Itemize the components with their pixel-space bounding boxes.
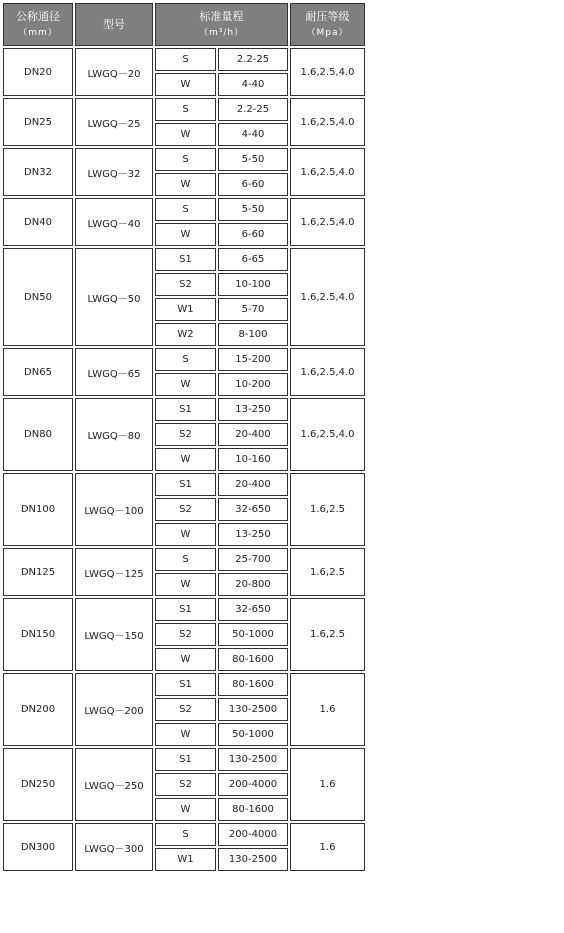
cell-flow-range: 4-40 [218, 123, 288, 146]
cell-flow-range: 15-200 [218, 348, 288, 371]
cell-nominal-diameter: DN250 [3, 748, 73, 821]
header-model [75, 3, 153, 46]
table-row [3, 598, 365, 621]
cell-flow-range: 10-100 [218, 273, 288, 296]
cell-flow-range: 50-1000 [218, 623, 288, 646]
header-diameter-label: 公称通径 [16, 9, 60, 23]
cell-nominal-diameter: DN200 [3, 673, 73, 746]
cell-range-type: W [155, 373, 216, 396]
cell-range-type: S [155, 98, 216, 121]
table-row [3, 473, 365, 496]
cell-flow-range: 13-250 [218, 523, 288, 546]
cell-flow-range: 8-100 [218, 323, 288, 346]
cell-model: LWGQ－40 [75, 198, 153, 246]
cell-flow-range: 6-65 [218, 248, 288, 271]
cell-range-type: S1 [155, 473, 216, 496]
table-row [3, 48, 365, 71]
cell-flow-range: 13-250 [218, 398, 288, 421]
cell-flow-range: 5-50 [218, 148, 288, 171]
cell-range-type: W1 [155, 298, 216, 321]
cell-range-type: S [155, 348, 216, 371]
cell-pressure-rating: 1.6,2.5 [290, 598, 365, 671]
cell-range-type: W [155, 123, 216, 146]
cell-model: LWGQ－250 [75, 748, 153, 821]
table-row [3, 148, 365, 171]
cell-range-type: W [155, 448, 216, 471]
cell-nominal-diameter: DN32 [3, 148, 73, 196]
header-pressure-label: 耐压等级 [305, 9, 350, 23]
cell-pressure-rating: 1.6,2.5,4.0 [290, 148, 365, 196]
cell-model: LWGQ－50 [75, 248, 153, 346]
table-row [3, 748, 365, 771]
cell-range-type: S [155, 48, 216, 71]
cell-range-type: W [155, 573, 216, 596]
table-row [3, 198, 365, 221]
header-row [3, 3, 365, 46]
cell-flow-range: 20-800 [218, 573, 288, 596]
cell-nominal-diameter: DN40 [3, 198, 73, 246]
header-range-unit: （m³/h） [198, 27, 245, 38]
cell-flow-range: 6-60 [218, 223, 288, 246]
cell-flow-range: 50-1000 [218, 723, 288, 746]
cell-pressure-rating: 1.6,2.5,4.0 [290, 348, 365, 396]
cell-range-type: W [155, 173, 216, 196]
cell-range-type: S2 [155, 498, 216, 521]
cell-model: LWGQ－65 [75, 348, 153, 396]
cell-flow-range: 25-700 [218, 548, 288, 571]
cell-model: LWGQ－200 [75, 673, 153, 746]
table-row [3, 398, 365, 421]
cell-range-type: S2 [155, 773, 216, 796]
cell-flow-range: 5-70 [218, 298, 288, 321]
table-row [3, 548, 365, 571]
cell-nominal-diameter: DN150 [3, 598, 73, 671]
cell-range-type: S1 [155, 598, 216, 621]
cell-flow-range: 130-2500 [218, 848, 288, 871]
cell-nominal-diameter: DN65 [3, 348, 73, 396]
table-row [3, 248, 365, 271]
cell-pressure-rating: 1.6,2.5,4.0 [290, 248, 365, 346]
table-row [3, 673, 365, 696]
cell-nominal-diameter: DN100 [3, 473, 73, 546]
cell-pressure-rating: 1.6,2.5,4.0 [290, 48, 365, 96]
header-pressure [290, 3, 365, 46]
cell-flow-range: 130-2500 [218, 698, 288, 721]
table-row [3, 823, 365, 846]
cell-flow-range: 10-160 [218, 448, 288, 471]
cell-flow-range: 10-200 [218, 373, 288, 396]
cell-range-type: S [155, 148, 216, 171]
cell-pressure-rating: 1.6 [290, 823, 365, 871]
cell-range-type: S [155, 548, 216, 571]
cell-flow-range: 80-1600 [218, 673, 288, 696]
cell-flow-range: 4-40 [218, 73, 288, 96]
cell-nominal-diameter: DN50 [3, 248, 73, 346]
cell-flow-range: 200-4000 [218, 823, 288, 846]
cell-flow-range: 200-4000 [218, 773, 288, 796]
cell-pressure-rating: 1.6,2.5,4.0 [290, 98, 365, 146]
cell-flow-range: 6-60 [218, 173, 288, 196]
cell-range-type: W [155, 523, 216, 546]
cell-nominal-diameter: DN300 [3, 823, 73, 871]
cell-flow-range: 32-650 [218, 598, 288, 621]
cell-range-type: W [155, 73, 216, 96]
cell-flow-range: 20-400 [218, 473, 288, 496]
cell-range-type: S2 [155, 273, 216, 296]
cell-flow-range: 20-400 [218, 423, 288, 446]
cell-flow-range: 80-1600 [218, 798, 288, 821]
cell-nominal-diameter: DN25 [3, 98, 73, 146]
cell-model: LWGQ－100 [75, 473, 153, 546]
cell-range-type: S1 [155, 398, 216, 421]
cell-range-type: W [155, 723, 216, 746]
header-diameter [3, 3, 73, 46]
cell-nominal-diameter: DN125 [3, 548, 73, 596]
cell-flow-range: 130-2500 [218, 748, 288, 771]
table-row [3, 98, 365, 121]
cell-pressure-rating: 1.6,2.5,4.0 [290, 398, 365, 471]
cell-flow-range: 80-1600 [218, 648, 288, 671]
cell-range-type: W [155, 798, 216, 821]
table-body [3, 48, 365, 871]
table-header [3, 3, 365, 46]
cell-flow-range: 32-650 [218, 498, 288, 521]
cell-nominal-diameter: DN20 [3, 48, 73, 96]
table-row [3, 348, 365, 371]
cell-range-type: W [155, 223, 216, 246]
cell-model: LWGQ－25 [75, 98, 153, 146]
cell-nominal-diameter: DN80 [3, 398, 73, 471]
cell-model: LWGQ－80 [75, 398, 153, 471]
cell-range-type: W1 [155, 848, 216, 871]
header-pressure-unit: （Mpa） [306, 27, 349, 38]
header-model-label: 型号 [103, 18, 125, 31]
cell-pressure-rating: 1.6,2.5 [290, 548, 365, 596]
cell-range-type: S2 [155, 623, 216, 646]
cell-range-type: S1 [155, 248, 216, 271]
cell-pressure-rating: 1.6,2.5 [290, 473, 365, 546]
cell-range-type: S1 [155, 673, 216, 696]
cell-range-type: W2 [155, 323, 216, 346]
cell-model: LWGQ－125 [75, 548, 153, 596]
cell-range-type: W [155, 648, 216, 671]
cell-flow-range: 2.2-25 [218, 48, 288, 71]
cell-flow-range: 5-50 [218, 198, 288, 221]
cell-range-type: S [155, 198, 216, 221]
cell-range-type: S2 [155, 698, 216, 721]
cell-pressure-rating: 1.6 [290, 748, 365, 821]
cell-range-type: S2 [155, 423, 216, 446]
header-range [155, 3, 288, 46]
cell-range-type: S [155, 823, 216, 846]
header-diameter-unit: （mm） [18, 27, 58, 38]
cell-model: LWGQ－150 [75, 598, 153, 671]
cell-model: LWGQ－20 [75, 48, 153, 96]
header-range-label: 标准量程 [199, 9, 244, 23]
cell-pressure-rating: 1.6,2.5,4.0 [290, 198, 365, 246]
cell-range-type: S1 [155, 748, 216, 771]
cell-flow-range: 2.2-25 [218, 98, 288, 121]
flowmeter-spec-table [1, 1, 367, 873]
cell-model: LWGQ－32 [75, 148, 153, 196]
cell-pressure-rating: 1.6 [290, 673, 365, 746]
cell-model: LWGQ－300 [75, 823, 153, 871]
